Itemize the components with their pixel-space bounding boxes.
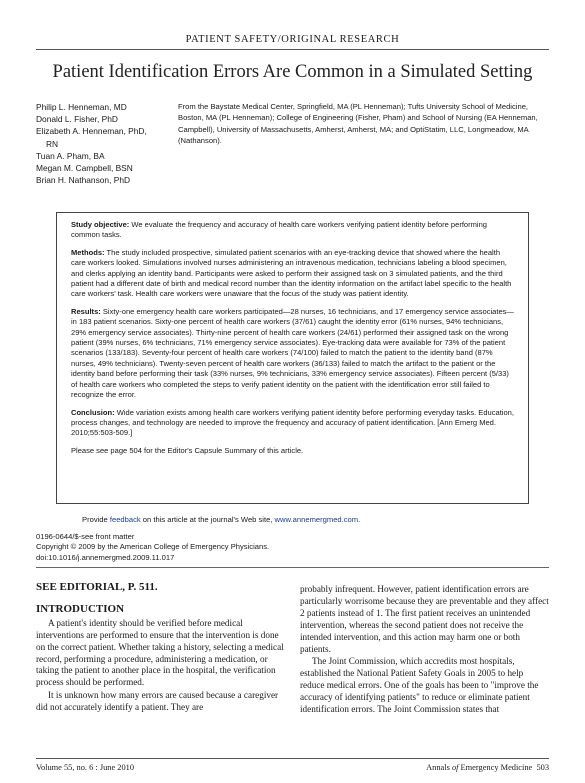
objective-label: Study objective: [71,220,130,229]
abstract-conclusion [71,408,514,439]
feedback-link[interactable]: feedback [109,515,141,524]
see-editorial: SEE EDITORIAL, P. 511. [36,581,158,593]
page-number: 503 [536,763,549,772]
footer-volume: Volume 55, no. 6 : June 2010 [36,763,135,772]
conclusion-text: Wide variation exists among health care workers verifying patient identity before performing everyday tasks. Education, process changes, and technology are needed to improve the frequency and accuracy of patient identification. [Ann Emerg Med. 2010;55:503-509.] [71,407,514,438]
abstract-methods [71,248,514,300]
abstract-results [71,307,514,401]
author-credential: RN [46,138,59,149]
author: Megan M. Campbell, BSN [36,163,133,174]
abstract-box [56,212,529,504]
article-title: Patient Identification Errors Are Common in a Simulated Setting [52,62,533,82]
results-label: Results: [71,306,101,316]
issn-line: 0196-0644/$-see front matter [36,532,135,541]
methods-label: Methods: [71,247,105,257]
author: Donald L. Fisher, PhD [36,114,118,125]
feedback-middle: on this article at the journal's Web site, [140,515,275,524]
body-paragraph: A patient's identity should be verified before medical interventions are performed to ensure that the intervention is done on the correct patient. Whether taking a history, selecting a medical record, performing a procedure, administering a medication, or taking the patient to another place in the hospital, the verification process should be performed. [36,617,284,688]
introduction-heading: INTRODUCTION [36,602,125,615]
journal-annals: Annals [426,763,450,772]
doi-line: doi:10.1016/j.annemergmed.2009.11.017 [36,552,175,562]
feedback-prefix: Provide [82,515,110,524]
journal-of: of [449,763,461,772]
abstract-objective [71,220,514,241]
author: Elizabeth A. Henneman, PhD, [36,126,147,137]
footer-journal [426,763,549,772]
author: Brian H. Nathanson, PhD [36,175,131,186]
feedback-suffix: . [358,515,361,524]
feedback-line [82,515,360,524]
body-paragraph: The Joint Commission, which accredits most hospitals, established the National Patient Safety Goals in 2005 to help reduce medical errors. One of the goals has been to "improve the accuracy of identifying patients" to reduce or eliminate patient identification errors. The Joint Commission states that [300,656,539,715]
copyright-line: Copyright © 2009 by the American College of Emergency Physicians. [36,542,270,552]
section-rule [36,567,549,568]
conclusion-label: Conclusion: [71,407,115,417]
objective-text: We evaluate the frequency and accuracy of health care workers verifying patient identity before performing common tasks. [71,220,488,240]
affiliation: From the Baystate Medical Center, Springfield, MA (PL Henneman); Tufts University School of Medicine, Boston, MA (PL Henneman); College of Engineering (Fisher, Pham) and School of Nursing (EA Henneman, Campbell), University of Massachusetts, Amherst, Amherst, MA; and OptiStatim, LLC, Longmeadow, MA (Nathanson). [178,102,538,145]
section-label: PATIENT SAFETY/ORIGINAL RESEARCH [185,34,400,45]
author: Philip L. Henneman, MD [36,102,127,112]
body-paragraph: probably infrequent. However, patient identification errors are particularly worrisome because they are preventable and they affect 2 patients instead of 1. The first patient receives an unintended intervention, whereas the second patient does not receive the intended intervention, and this action may harm one or both patients. [300,584,549,654]
author-list [36,101,176,186]
results-text: Sixty-one emergency health care workers participated—28 nurses, 16 technicians, and 17 emergency service associates—in 183 patient scenarios. Sixty-one percent of health care workers (37/61) caught the identity error (61% nurses, 94% technicians, 29% emergency service associates). Thirty-nine percent of health care workers (24/61) performed their assigned task on the wrong patient (39% nurses, 6% technicians, 71% emergency service associates). Eye-tracking data were available for 73% of the patient scenarios (133/183). Seventy-four percent of health care workers (74/100) failed to match the patient to the identity band (87% nurses, 49% technicians). Twenty-seven percent of health care workers (36/133) failed to match the artifact to the patient or the identity band before performing their task (33% nurses, 9% technicians, 33% emergency service associates). Fifteen percent (5/33) of health care workers who completed the steps to verify patient identity on the patient with the identification error still failed to recognize the error. [71,306,514,400]
capsule-note: Please see page 504 for the Editor's Capsule Summary of this article. [71,445,304,455]
left-column [36,582,286,714]
right-column [300,584,549,716]
body-paragraph: It is unknown how many errors are caused because a caregiver did not accurately identify a patient. They are [36,690,279,713]
author: Tuan A. Pham, BA [36,150,105,161]
footer-rule [36,758,549,759]
journal-name: Emergency Medicine [460,763,533,772]
methods-text: The study included prospective, simulated patient scenarios with an eye-tracking device that showed where the health care workers looked. Simulations involved nurses administering an intravenous medication, technicians labeling a blood specimen, and clerks applying an identity band. Participants were asked to perform their assigned task on 3 simulated patients, and the third patient had a different date of birth and medical record number than the identity information on the artifact label specific to the health care workers' task. Health care workers were unaware that the focus of the study was patient identity. [71,247,512,299]
journal-url-link[interactable]: www.annemergmed.com [274,515,359,524]
front-matter [36,532,269,563]
top-rule [36,49,549,50]
